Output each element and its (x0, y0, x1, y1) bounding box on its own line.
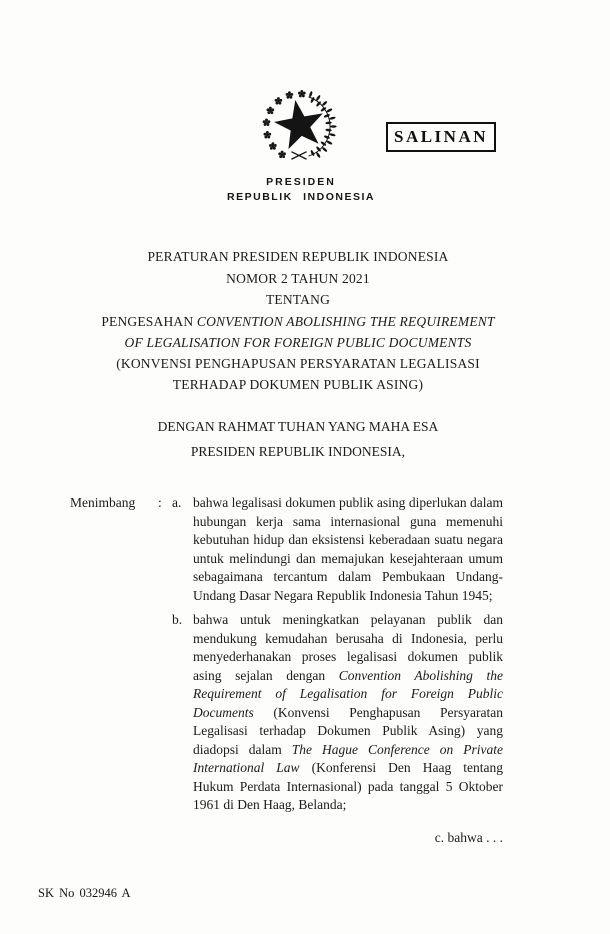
considerans-item-a (172, 494, 503, 605)
item-b-part3: (Konvensi Penghapusan Persyaratan Legalisasi terhadap Dokumen Publik Asing) yang diadopsi dalam (193, 704, 503, 757)
title-block (0, 246, 596, 395)
regulation-title: PERATURAN PRESIDEN REPUBLIK INDONESIA (147, 249, 449, 264)
item-b-part5: (Konferensi Den Haag tentang Hukum Perdata Internasional) pada tanggal 5 Oktober 1961 di Den Haag, Belanda; (193, 760, 503, 812)
item-b-convention-name: Convention Abolishing the Requirement of Legalisation for Foreign Public Documents (193, 667, 503, 720)
salinan-stamp: SALINAN (386, 122, 496, 152)
considerans-items (172, 494, 503, 847)
item-b-text (193, 611, 503, 815)
considerans-section (70, 494, 503, 847)
item-b-hague-conference: The Hague Conference on Private International Law (193, 741, 504, 775)
letterhead (0, 176, 602, 203)
authority-line: PRESIDEN REPUBLIK INDONESIA, (190, 444, 406, 459)
item-a-marker: a. (172, 495, 182, 510)
sk-number: SK No 032946 A (38, 886, 131, 900)
item-b-part1: bahwa untuk meningkatkan pelayanan publik dan mendukung kemudahan berusaha di Indonesia, perlu menyederhanakan proses legalisasi dokumen publik asing sejalan dengan (193, 612, 503, 683)
regulation-subject (94, 311, 502, 395)
subject-prefix: PENGESAHAN (101, 313, 197, 329)
invocation-line: DENGAN RAHMAT TUHAN YANG MAHA ESA (157, 419, 439, 434)
star-wreath-icon (257, 86, 341, 172)
menimbang-colon: : (158, 495, 162, 510)
considerans-item-b (172, 611, 503, 815)
regulation-number: NOMOR 2 TAHUN 2021 (226, 270, 370, 286)
subject-suffix: (KONVENSI PENGHAPUSAN PERSYARATAN LEGALISASI TERHADAP DOKUMEN PUBLIK ASING) (116, 355, 480, 392)
presidential-star-emblem (257, 86, 341, 172)
letterhead-republik-indonesia: REPUBLIK INDONESIA (227, 191, 375, 203)
letterhead-presiden: PRESIDEN (266, 176, 336, 188)
menimbang-label: Menimbang (70, 495, 136, 510)
item-a-text: bahwa legalisasi dokumen publik asing diperlukan dalam hubungan kerja sama internasional guna memenuhi kebutuhan hidup dan eksistensi keberadaan suatu negara untuk melindungi dan memajukan kesejahteraan umum sebagaimana tercantum dalam Pembukaan Undang-Undang Dasar Negara Republik Indonesia Tahun 1945; (193, 495, 503, 603)
subject-convention-name: CONVENTION ABOLISHING THE REQUIREMENT OF LEGALISATION FOR FOREIGN PUBLIC DOCUMENTS (124, 313, 495, 350)
tentang-label: TENTANG (265, 292, 331, 307)
item-b-marker: b. (172, 612, 183, 627)
page-catchword: c. bahwa . . . (434, 829, 503, 845)
